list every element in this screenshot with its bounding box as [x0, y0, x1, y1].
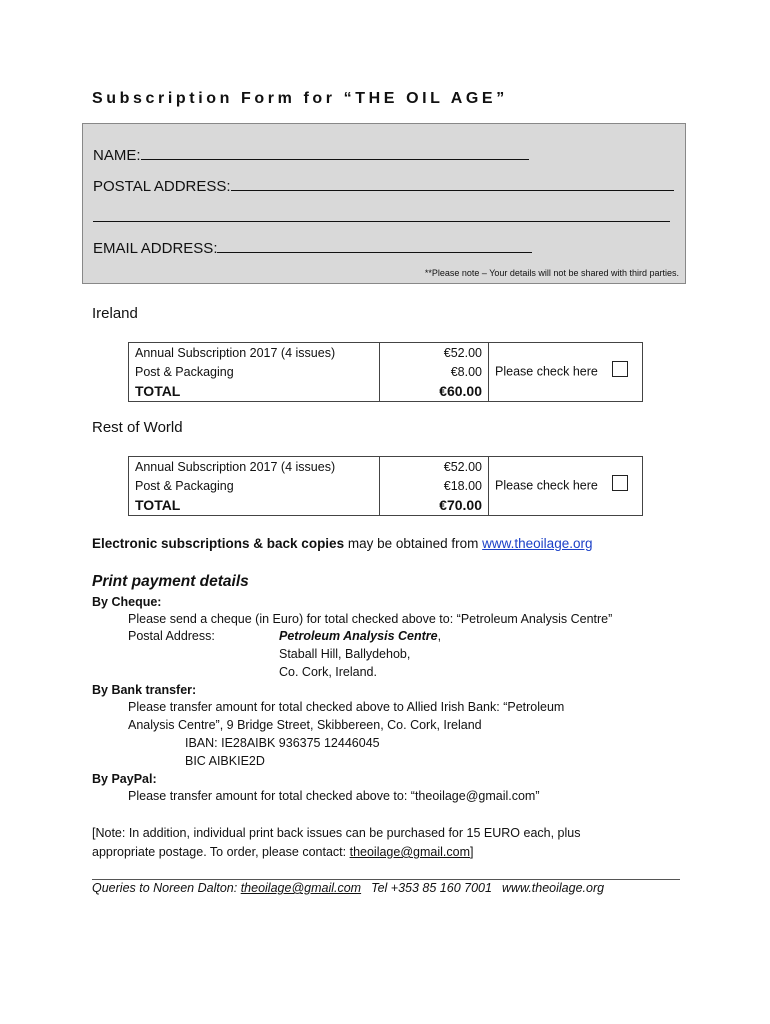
note-line: [Note: In addition, individual print back issues can be purchased for 15 EURO each, plus: [92, 826, 581, 840]
footer: [92, 881, 604, 895]
paypal-instruction: Please transfer amount for total checked above to: “theoilage@gmail.com”: [128, 789, 540, 803]
bank-transfer-label: By Bank transfer:: [92, 683, 197, 697]
rest-of-world-row-label: Annual Subscription 2017 (4 issues): [135, 460, 336, 474]
rest-of-world-total-label: TOTAL: [135, 497, 181, 513]
rest-of-world-check-label: Please check here: [495, 478, 598, 493]
rest-of-world-total-amount: €70.00: [439, 497, 482, 513]
rest-of-world-heading: Rest of World: [92, 419, 183, 436]
contact-details-box: [82, 123, 686, 284]
electronic-subscriptions-line: [92, 536, 592, 551]
postal-address-label: Postal Address:: [128, 629, 215, 643]
ireland-checkbox[interactable]: [612, 361, 628, 377]
email-address-label: EMAIL ADDRESS:: [93, 240, 218, 257]
iban: IBAN: IE28AIBK 936375 12446045: [185, 736, 380, 750]
ireland-total-amount: €60.00: [439, 383, 482, 399]
email-address-input-line[interactable]: [217, 237, 532, 253]
postal-address-label: POSTAL ADDRESS:: [93, 178, 231, 195]
ireland-row-label: Annual Subscription 2017 (4 issues): [135, 346, 336, 360]
cheque-address-line: Co. Cork, Ireland.: [279, 665, 377, 679]
ireland-total-label: TOTAL: [135, 383, 181, 399]
note-line: appropriate postage. To order, please contact: theoilage@gmail.com]: [92, 845, 474, 859]
website-link[interactable]: www.theoilage.org: [482, 536, 593, 551]
footer-tel: Tel +353 85 160 7001: [371, 881, 492, 895]
footer-website: www.theoilage.org: [501, 881, 605, 895]
electronic-text: may be obtained from: [344, 536, 483, 551]
back-issues-note: [92, 824, 672, 862]
ireland-description-cell: [129, 343, 380, 402]
bank-instruction: Analysis Centre”, 9 Bridge Street, Skibbereen, Co. Cork, Ireland: [128, 718, 482, 732]
postal-address-input-line-2[interactable]: [93, 206, 670, 222]
address-name: Petroleum Analysis Centre: [279, 629, 438, 643]
ireland-amount-cell: [380, 343, 489, 402]
ireland-heading: Ireland: [92, 305, 138, 322]
rest-of-world-amount-cell: [380, 457, 489, 516]
electronic-bold-text: Electronic subscriptions & back copies: [92, 536, 345, 551]
email-address-field[interactable]: [93, 237, 532, 257]
ireland-check-label: Please check here: [495, 364, 598, 379]
cheque-address-name: Petroleum Analysis Centre,: [279, 629, 442, 643]
ireland-row-amount: €8.00: [450, 365, 482, 379]
form-title: Subscription Form for “THE OIL AGE”: [92, 90, 508, 107]
footer-prefix: Queries to Noreen Dalton:: [92, 881, 241, 895]
rest-of-world-checkbox[interactable]: [612, 475, 628, 491]
postal-address-field[interactable]: [93, 175, 674, 195]
rest-of-world-row-label: Post & Packaging: [135, 479, 234, 493]
rest-of-world-row-amount: €52.00: [443, 460, 482, 474]
paypal-label: By PayPal:: [92, 772, 157, 786]
ireland-check-cell: [489, 343, 643, 402]
rest-of-world-check-cell: [489, 457, 643, 516]
rest-of-world-row-amount: €18.00: [443, 479, 482, 493]
bic: BIC AIBKIE2D: [185, 754, 265, 768]
cheque-instruction: Please send a cheque (in Euro) for total checked above to: “Petroleum Analysis Centre”: [128, 612, 613, 626]
print-payment-heading: Print payment details: [92, 573, 249, 590]
bank-instruction: Please transfer amount for total checked above to Allied Irish Bank: “Petroleum: [128, 700, 565, 714]
rest-of-world-description-cell: [129, 457, 380, 516]
ireland-price-table: [128, 342, 643, 402]
rest-of-world-price-table: [128, 456, 643, 516]
ireland-row-label: Post & Packaging: [135, 365, 234, 379]
footer-divider: [92, 879, 680, 880]
note-email-link[interactable]: theoilage@gmail.com: [349, 845, 470, 859]
privacy-note: **Please note – Your details will not be shared with third parties.: [424, 268, 679, 278]
name-input-line[interactable]: [141, 144, 529, 160]
footer-email-link[interactable]: theoilage@gmail.com: [240, 881, 362, 895]
postal-address-field-2[interactable]: [93, 206, 670, 226]
postal-address-input-line[interactable]: [231, 175, 674, 191]
cheque-label: By Cheque:: [92, 595, 162, 609]
name-label: NAME:: [93, 147, 141, 164]
ireland-row-amount: €52.00: [443, 346, 482, 360]
cheque-address-line: Staball Hill, Ballydehob,: [279, 647, 411, 661]
name-field[interactable]: [93, 144, 529, 164]
